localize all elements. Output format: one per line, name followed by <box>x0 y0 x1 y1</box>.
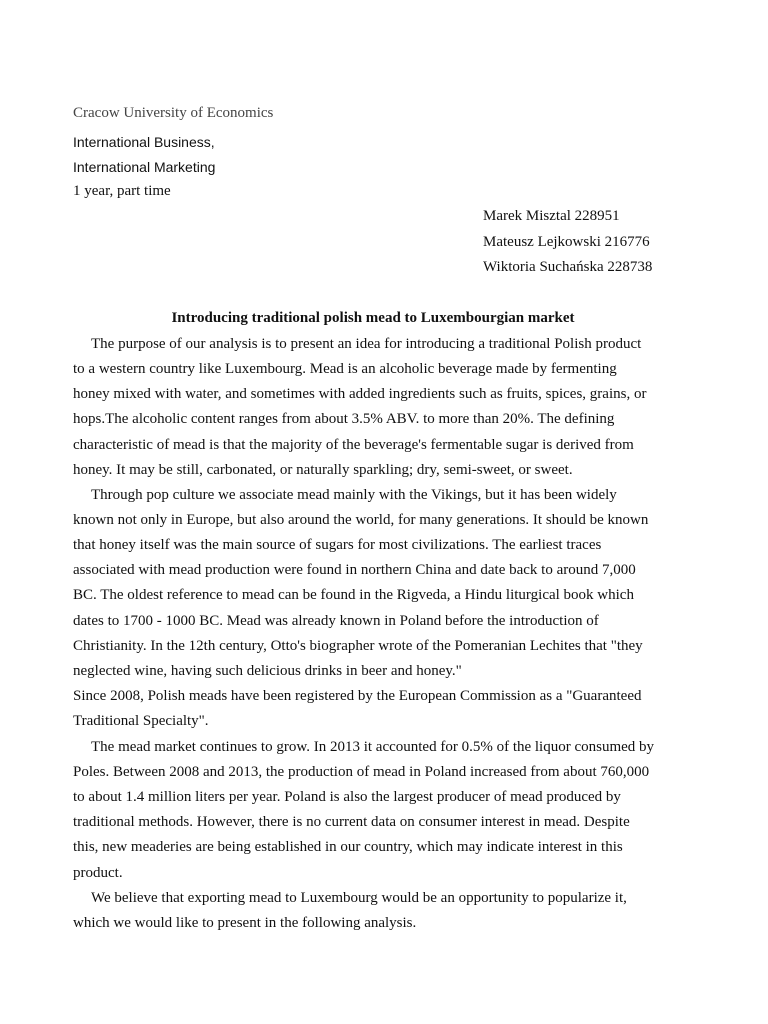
body-line: honey. It may be still, carbonated, or naturally sparkling; dry, semi-sweet, or sweet. <box>73 462 573 478</box>
body-line: known not only in Europe, but also around the world, for many generations. It should be known <box>73 512 649 528</box>
author-1: Marek Misztal 228951 <box>483 208 620 224</box>
body-line: BC. The oldest reference to mead can be found in the Rigveda, a Hindu liturgical book which <box>73 587 634 603</box>
body-line: honey mixed with water, and sometimes with added ingredients such as fruits, spices, grains, or <box>73 386 647 402</box>
body-line: associated with mead production were found in northern China and date back to around 7,000 <box>73 562 636 578</box>
body-line: product. <box>73 865 123 881</box>
body-line: dates to 1700 - 1000 BC. Mead was already known in Poland before the introduction of <box>73 613 599 629</box>
body-line: that honey itself was the main source of sugars for most civilizations. The earliest traces <box>73 537 602 553</box>
body-line: The purpose of our analysis is to present an idea for introducing a traditional Polish product <box>91 336 642 352</box>
body-line: to about 1.4 million liters per year. Poland is also the largest producer of mead produced by <box>73 789 621 805</box>
study-year: 1 year, part time <box>73 183 171 199</box>
body-line: Traditional Specialty". <box>73 713 209 729</box>
body-line: traditional methods. However, there is no current data on consumer interest in mead. Despite <box>73 814 630 830</box>
body-line: Christianity. In the 12th century, Otto's biographer wrote of the Pomeranian Lechites that "they <box>73 638 643 654</box>
author-3: Wiktoria Suchańska 228738 <box>483 259 653 275</box>
body-line: neglected wine, having such delicious drinks in beer and honey." <box>73 663 462 679</box>
program-line-1: International Business, <box>73 134 215 150</box>
body-line: We believe that exporting mead to Luxembourg would be an opportunity to popularize it, <box>91 890 627 906</box>
body-line: Poles. Between 2008 and 2013, the production of mead in Poland increased from about 760,000 <box>73 764 650 780</box>
body-line: Since 2008, Polish meads have been registered by the European Commission as a "Guaranteed <box>73 688 642 704</box>
body-line: The mead market continues to grow. In 2013 it accounted for 0.5% of the liquor consumed by <box>91 739 655 755</box>
author-2: Mateusz Lejkowski 216776 <box>483 234 650 250</box>
body-line: hops.The alcoholic content ranges from about 3.5% ABV. to more than 20%. The defining <box>73 411 615 427</box>
program-line-2: International Marketing <box>73 159 216 175</box>
body-line: characteristic of mead is that the majority of the beverage's fermentable sugar is derived from <box>73 437 634 453</box>
body-line: Through pop culture we associate mead mainly with the Vikings, but it has been widely <box>91 487 617 503</box>
body-line: to a western country like Luxembourg. Mead is an alcoholic beverage made by fermenting <box>73 361 617 377</box>
body-line: which we would like to present in the following analysis. <box>73 915 417 931</box>
body-line: this, new meaderies are being established in our country, which may indicate interest in this <box>73 839 623 855</box>
document-title: Introducing traditional polish mead to Luxembourgian market <box>171 310 575 326</box>
university-name: Cracow University of Economics <box>73 105 274 121</box>
